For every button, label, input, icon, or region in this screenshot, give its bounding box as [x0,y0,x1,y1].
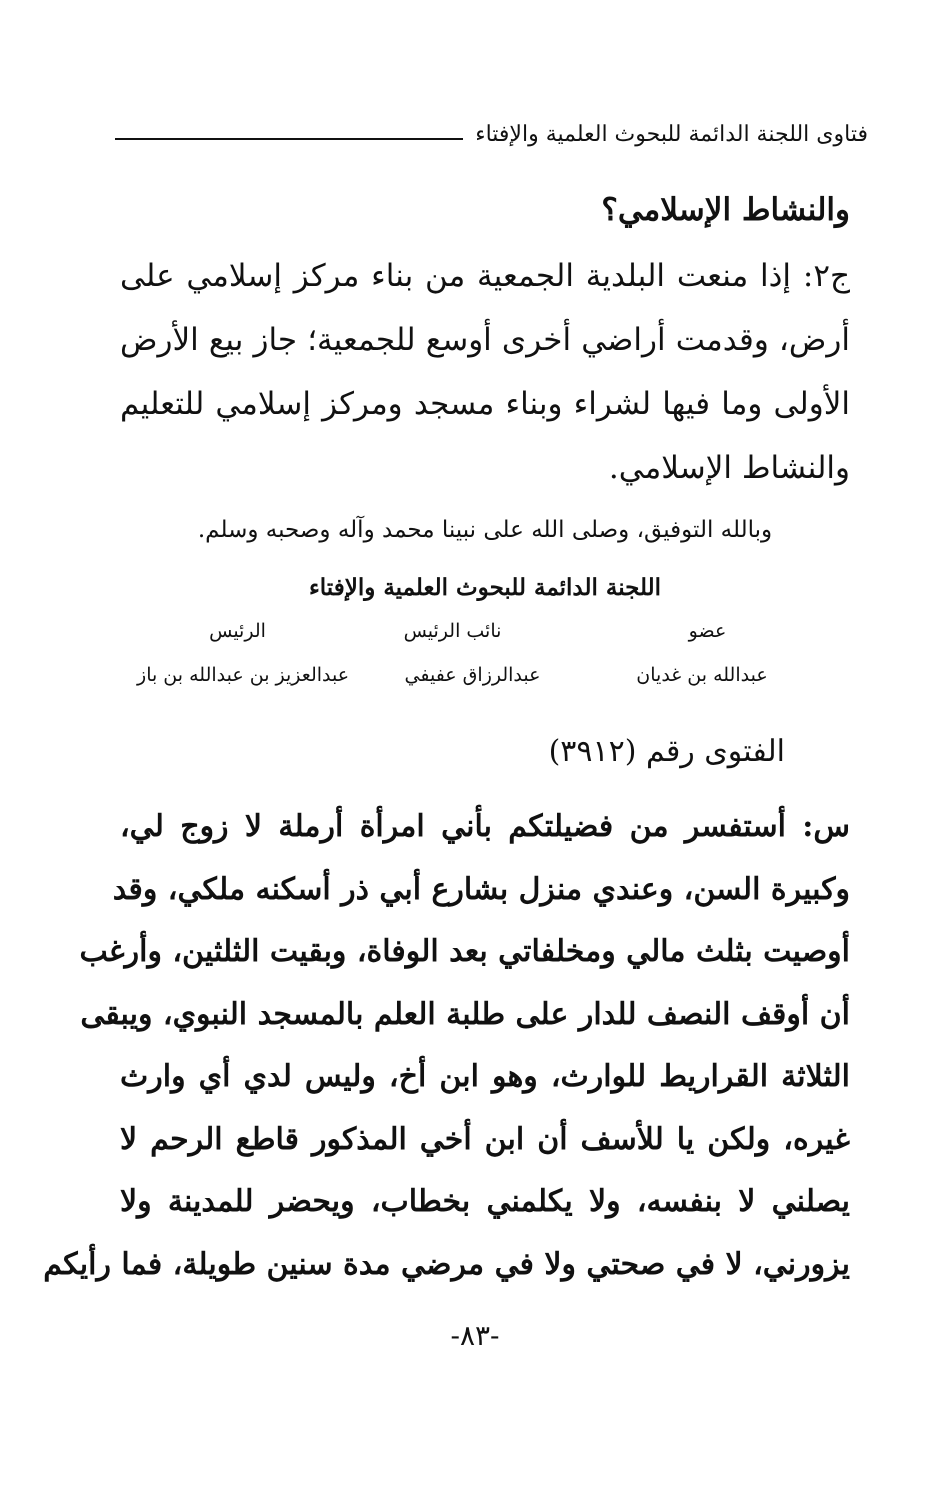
member-role: نائب الرئيس [403,620,502,642]
question-line: الثلاثة القراريط للوارث، وهو ابن أخ، وليس لدي أي وارث [120,1059,850,1094]
answer-line: والنشاط الإسلامي. [608,450,850,486]
running-header-rule [115,138,463,140]
question-line: غيره، ولكن يا للأسف أن ابن أخي المذكور قاطع الرحم لا [120,1121,850,1157]
question-line: يصلني لا بنفسه، ولا يكلمني بخطاب، ويحضر للمدينة ولا [120,1184,850,1219]
fatwa-number-heading: الفتوى رقم (٣٩١٢) [548,734,785,769]
signature-roles-row [130,620,815,642]
previous-question-tail [120,178,850,242]
question-line: وكبيرة السن، وعندي منزل بشارع أبي ذر أسكنه ملكي، وقد [112,871,850,907]
answer-paragraph [120,244,850,500]
running-header-title: فتاوى اللجنة الدائمة للبحوث العلمية والإفتاء [475,122,868,147]
member-name: عبدالرزاق عفيفي [404,664,541,686]
question-paragraph [43,796,850,1296]
member-name: عبدالله بن غديان [636,664,768,686]
member-role: عضو [688,620,727,642]
question-tail-line: والنشاط الإسلامي؟ [601,192,850,228]
question-line: أن أوقف النصف للدار على طلبة العلم بالمسجد النبوي، ويبقى [80,996,850,1032]
member-name: عبدالعزيز بن عبدالله بن باز [137,664,350,686]
member-role: الرئيس [209,620,266,642]
committee-title: اللجنة الدائمة للبحوث العلمية والإفتاء [308,574,662,601]
signature-names-row [130,664,815,686]
running-header [115,118,868,152]
closing-formula: وبالله التوفيق، وصلى الله على نبينا محمد وآله وصحبه وسلم. [197,517,773,543]
question-line: يزورني، لا في صحتي ولا في مرضي مدة سنين طويلة، فما رأيكم [43,1246,850,1282]
page-number: -٨٣- [450,1319,500,1352]
answer-line: الأولى وما فيها لشراء وبناء مسجد ومركز إسلامي للتعليم [120,386,850,422]
answer-line: ج٢: إذا منعت البلدية الجمعية من بناء مركز إسلامي على [120,258,850,294]
answer-line: أرض، وقدمت أراضي أخرى أوسع للجمعية؛ جاز بيع الأرض [120,322,850,358]
question-line: س: أستفسر من فضيلتكم بأني امرأة أرملة لا زوج لي، [120,809,850,844]
question-line: أوصيت بثلث مالي ومخلفاتي بعد الوفاة، وبقيت الثلثين، وأرغب [79,934,850,969]
